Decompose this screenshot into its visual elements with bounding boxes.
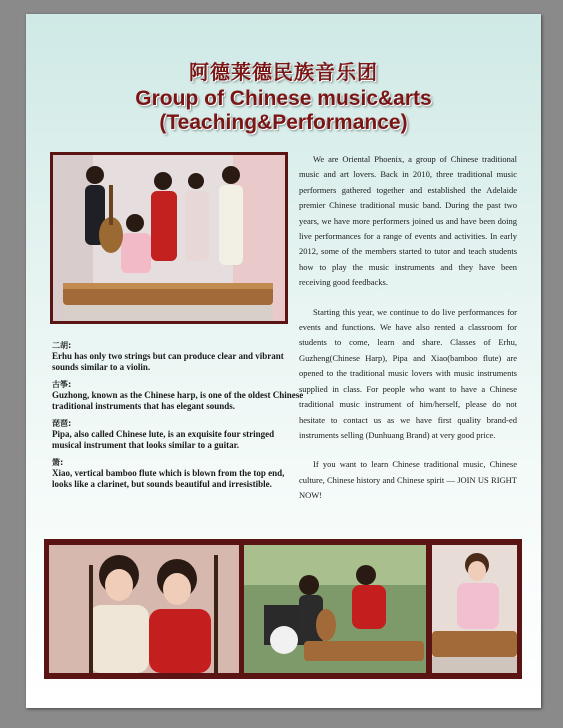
caption-text: Erhu has only two strings but can produce clear and vibrant sounds similar to a violin. <box>52 351 284 372</box>
caption-text: Pipa, also called Chinese lute, is an exquisite four stringed musical instrument that looks similar to a guitar. <box>52 429 275 450</box>
caption-text: Xiao, vertical bamboo flute which is blown from the top end, looks like a clarinet, but sounds beautiful and irresistible. <box>52 468 285 489</box>
title-english-line1: Group of Chinese music&arts <box>135 87 432 110</box>
photo-erhu-duo <box>49 545 239 673</box>
photo-outdoor-performance <box>244 545 426 673</box>
title-english-line2: (Teaching&Performance) <box>159 111 408 134</box>
title-chinese: 阿德莱德民族音乐团 <box>189 60 378 84</box>
caption-xiao <box>52 457 304 490</box>
caption-pipa <box>52 418 304 451</box>
caption-text: Guzhong, known as the Chinese harp, is one of the oldest Chinese traditional instruments that has elegant sounds. <box>52 390 304 411</box>
paragraph-intro: We are Oriental Phoenix, a group of Chinese traditional music and art lovers. Back in 2010, three traditional music performers gathered together and established the Adelaide premier Chinese traditional music band. During the past two years, we have more performers joined us and have been doing live performances for a range of events and activities. In early 2012, some of the members started to tutor and teach students how to play the music instruments and they have been receiving good feedbacks. <box>299 154 517 288</box>
caption-heading: 箫: <box>52 458 64 467</box>
brochure-page <box>26 14 541 708</box>
caption-erhu <box>52 340 304 373</box>
photo-guzheng-player <box>432 545 517 673</box>
body-text <box>299 152 517 518</box>
caption-heading: 二胡: <box>52 341 72 350</box>
paragraph-call-to-action: If you want to learn Chinese traditional music, Chinese culture, Chinese history and Chinese spirit — JOIN US RIGHT NOW! <box>299 459 517 501</box>
photo-strip <box>44 539 522 679</box>
title-english <box>26 87 541 135</box>
instrument-captions <box>52 340 304 496</box>
caption-heading: 古筝: <box>52 380 72 389</box>
caption-heading: 琵琶: <box>52 419 72 428</box>
group-photo <box>50 152 288 324</box>
caption-guzheng <box>52 379 304 412</box>
paragraph-classes: Starting this year, we continue to do live performances for events and functions. We have also rented a classroom for students to come, learn and share. Classes of Erhu, Guzheng(Chinese Harp), Pipa and Xiao(bamboo flute) are opened to the traditional music lovers with music instruments supplied in class. For people who want to have a Chinese traditional music instrument of him/herself, please do not hesitate to contact us as we have first quality brand-ed instruments selling (Dunhuang Brand) at very good price. <box>299 306 517 440</box>
